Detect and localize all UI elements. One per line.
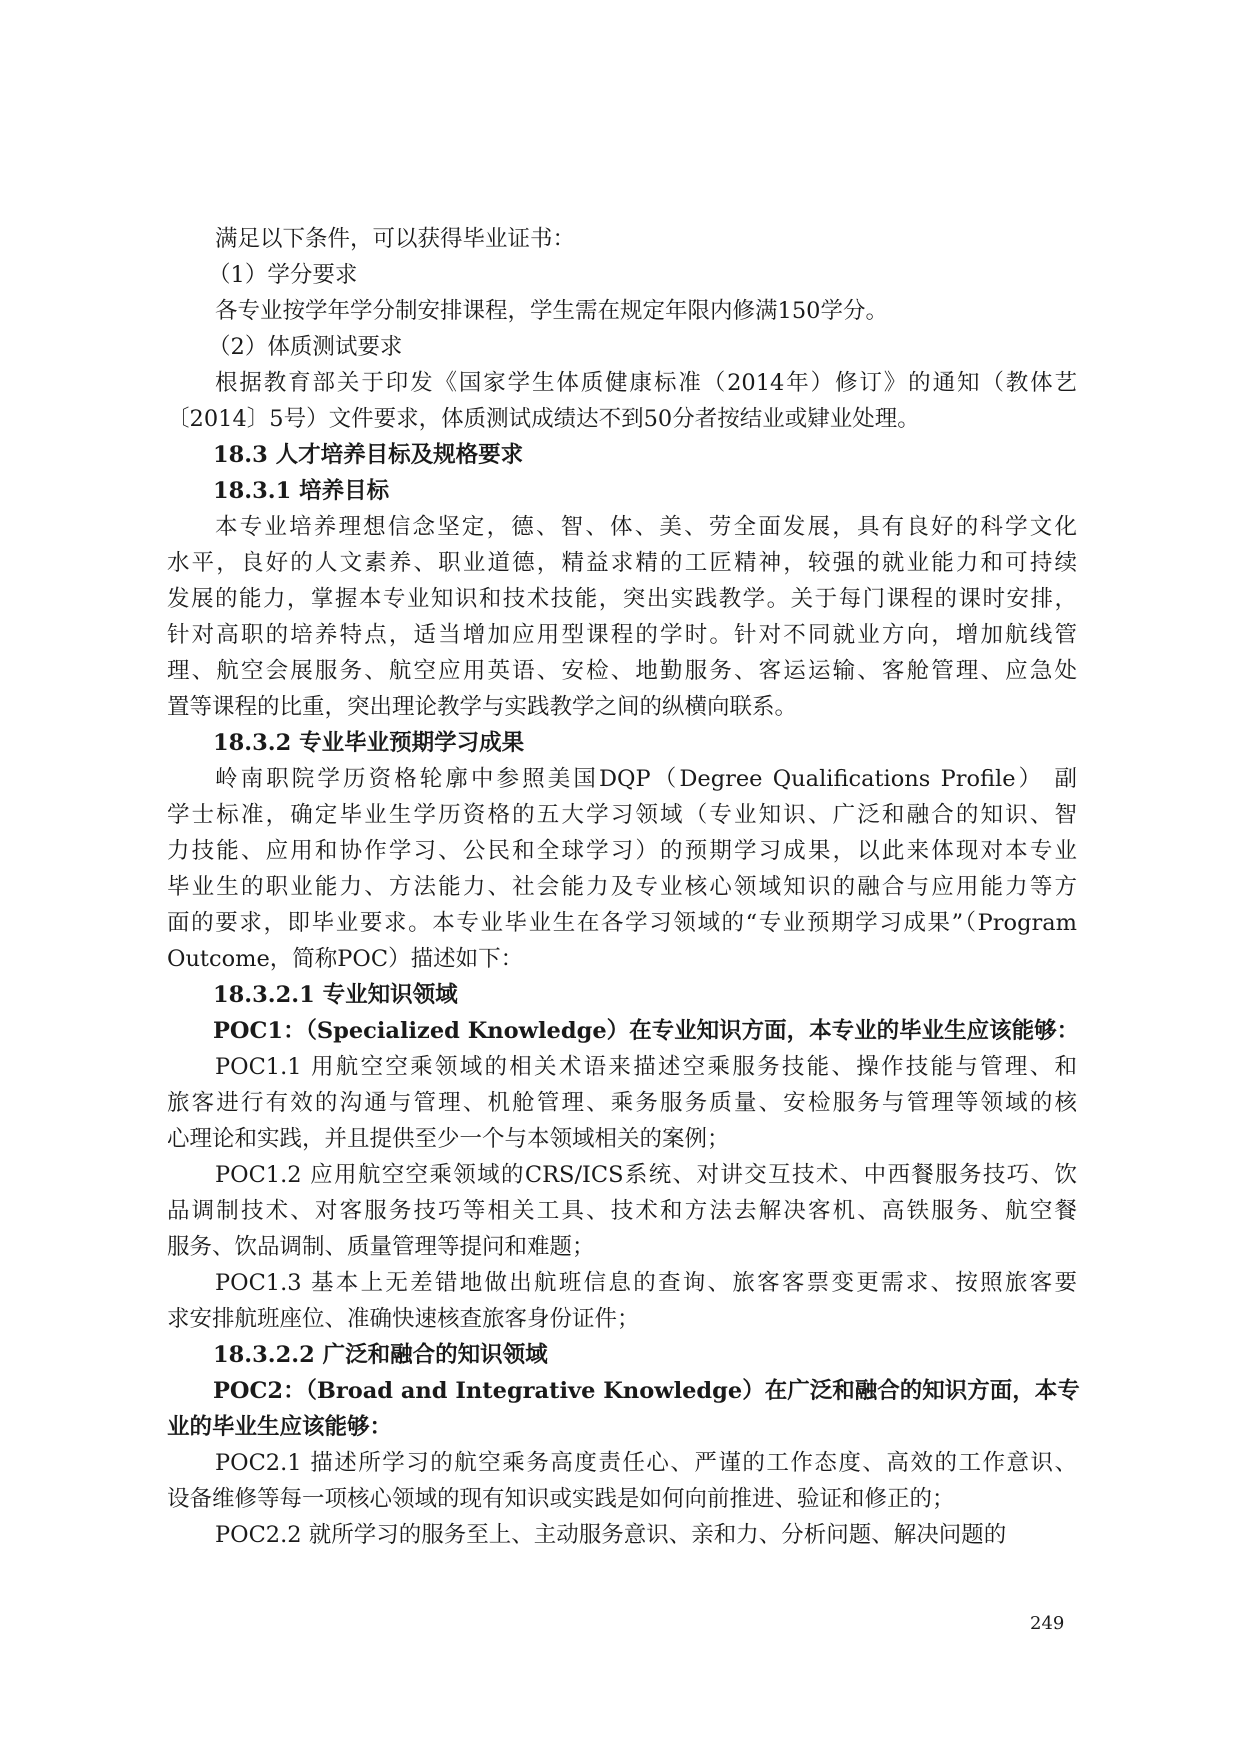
page-number: 249 bbox=[1030, 1613, 1065, 1634]
text-line: 根据教育部关于印发《国家学生体质健康标准（2014年）修订》的通知（教体艺 bbox=[215, 370, 1077, 396]
section-heading: 18.3 人才培养目标及规格要求 bbox=[213, 442, 524, 468]
text-line: 水平，良好的人文素养、职业道德，精益求精的工匠精神，较强的就业能力和可持续 bbox=[167, 550, 1077, 576]
text-line: 面的要求，即毕业要求。本专业毕业生在各学习领域的“专业预期学习成果”（Program bbox=[167, 910, 1077, 936]
text-line: 针对高职的培养特点，适当增加应用型课程的学时。针对不同就业方向，增加航线管 bbox=[167, 622, 1077, 648]
text-line: 置等课程的比重，突出理论教学与实践教学之间的纵横向联系。 bbox=[167, 694, 798, 720]
text-line: POC2.2 就所学习的服务至上、主动服务意识、亲和力、分析问题、解决问题的 bbox=[215, 1522, 1007, 1548]
text-line: 本专业培养理想信念坚定，德、智、体、美、劳全面发展，具有良好的科学文化 bbox=[215, 514, 1077, 540]
subsubsection-heading: 18.3.2.1 专业知识领域 bbox=[213, 982, 458, 1008]
text-line: 力技能、应用和协作学习、公民和全球学习）的预期学习成果，以此来体现对本专业 bbox=[167, 838, 1077, 864]
list-item-heading: （1）学分要求 bbox=[208, 262, 358, 288]
text-line: 发展的能力，掌握本专业知识和技术技能，突出实践教学。关于每门课程的课时安排， bbox=[167, 586, 1077, 612]
text-line: POC1.1 用航空空乘领域的相关术语来描述空乘服务技能、操作技能与管理、和 bbox=[215, 1054, 1077, 1080]
text-line: 品调制技术、对客服务技巧等相关工具、技术和方法去解决客机、高铁服务、航空餐 bbox=[167, 1198, 1077, 1224]
text-line: Outcome，简称POC）描述如下： bbox=[167, 946, 524, 972]
text-line: 岭南职院学历资格轮廓中参照美国DQP（Degree Qualifications Profile） 副 bbox=[215, 766, 1077, 792]
text-line: 学士标准，确定毕业生学历资格的五大学习领域（专业知识、广泛和融合的知识、智 bbox=[167, 802, 1077, 828]
text-line: 满足以下条件，可以获得毕业证书： bbox=[215, 226, 576, 252]
subsubsection-heading: 18.3.2.2 广泛和融合的知识领域 bbox=[213, 1342, 548, 1368]
text-line: POC1.3 基本上无差错地做出航班信息的查询、旅客客票变更需求、按照旅客要 bbox=[215, 1270, 1077, 1296]
text-line: 〔2014〕5号）文件要求，体质测试成绩达不到50分者按结业或肄业处理。 bbox=[167, 406, 920, 432]
text-line: 各专业按学年学分制安排课程，学生需在规定年限内修满150学分。 bbox=[215, 298, 888, 324]
text-line: 设备维修等每一项核心领域的现有知识或实践是如何向前推进、验证和修正的； bbox=[167, 1486, 955, 1512]
text-line: 旅客进行有效的沟通与管理、机舱管理、乘务服务质量、安检服务与管理等领域的核 bbox=[167, 1090, 1077, 1116]
text-line: 理、航空会展服务、航空应用英语、安检、地勤服务、客运运输、客舱管理、应急处 bbox=[167, 658, 1077, 684]
text-line: POC1.2 应用航空空乘领域的CRS/ICS系统、对讲交互技术、中西餐服务技巧、饮 bbox=[215, 1162, 1077, 1188]
text-line: POC2.1 描述所学习的航空乘务高度责任心、严谨的工作态度、高效的工作意识、 bbox=[215, 1450, 1077, 1476]
subsection-heading: 18.3.1 培养目标 bbox=[213, 478, 390, 504]
poc-heading: POC1：（Specialized Knowledge）在专业知识方面，本专业的毕业生应该能够： bbox=[213, 1018, 1080, 1044]
subsection-heading: 18.3.2 专业毕业预期学习成果 bbox=[213, 730, 525, 756]
text-line: 求安排航班座位、准确快速核查旅客身份证件； bbox=[167, 1306, 640, 1332]
poc-heading: 业的毕业生应该能够： bbox=[167, 1414, 393, 1440]
text-line: 心理论和实践，并且提供至少一个与本领域相关的案例； bbox=[167, 1126, 730, 1152]
list-item-heading: （2）体质测试要求 bbox=[208, 334, 403, 360]
poc-heading: POC2：（Broad and Integrative Knowledge）在广泛和融合的知识方面，本专 bbox=[213, 1378, 1080, 1404]
text-line: 毕业生的职业能力、方法能力、社会能力及专业核心领域知识的融合与应用能力等方 bbox=[167, 874, 1077, 900]
text-line: 服务、饮品调制、质量管理等提问和难题； bbox=[167, 1234, 595, 1260]
